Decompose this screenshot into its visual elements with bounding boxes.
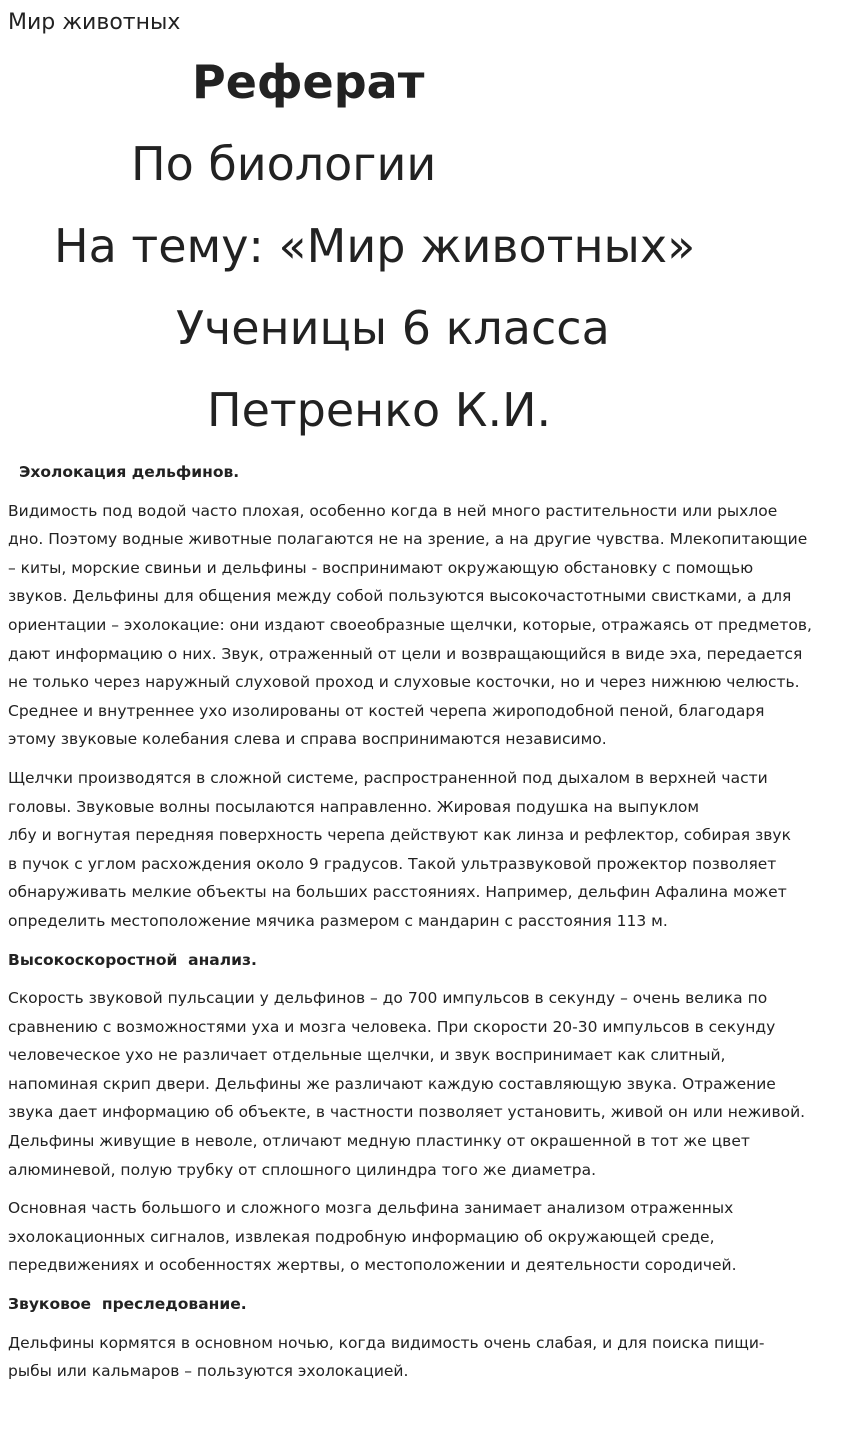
section-title: Высокоскоростной анализ.: [8, 950, 257, 969]
section-echolocation: [8, 458, 842, 936]
section-sound-pursuit: [8, 1290, 842, 1386]
cover-topic: На тему: «Мир животных»: [54, 219, 696, 273]
paragraph: Видимость под водой часто плохая, особенно когда в ней много растительности или рыхлое дно. Поэтому водные животные полагаются не на зрение, а на другие чувства. Млекопитающие – киты, морские свиньи и дельфины - воспринимают окружающую обстановку с помощью звуков. Дельфины для общения между собой пользуются высокочастотными свистками, а для ориентации – эхолокацие: они издают своеобразные щелчки, которые, отражаясь от предметов, дают информацию о них. Звук, отраженный от цели и возвращающийся в виде эха, передается не только через наружный слуховой проход и слуховые косточки, но и через нижнюю челюсть. Среднее и внутреннее ухо изолированы от костей черепа жироподобной пеной, благодаря этому звуковые колебания слева и справа воспринимаются независимо.: [8, 501, 812, 749]
cover-grade: Ученицы 6 класса: [176, 301, 610, 355]
paragraph: Основная часть большого и сложного мозга дельфина занимает анализом отраженных эхолокационных сигналов, извлекая подробную информацию об окружающей среде, передвижениях и особенностях жертвы, о местоположении и деятельности сородичей.: [8, 1199, 737, 1275]
article-body: [8, 458, 842, 1396]
site-title: Мир животных: [8, 10, 181, 35]
section-title: Эхолокация дельфинов.: [19, 463, 240, 481]
section-high-speed-analysis: [8, 946, 842, 1281]
paragraph: Дельфины кормятся в основном ночью, когда видимость очень слабая, и для поиска пищи- рыбы или кальмаров – пользуются эхолокацией.: [8, 1333, 765, 1381]
cover-subject: По биологии: [131, 137, 437, 191]
paragraph: Щелчки производятся в сложной системе, распространенной под дыхалом в верхней части головы. Звуковые волны посылаются направленно. Жировая подушка на выпуклом лбу и вогнутая передняя поверхность черепа действуют как линза и рефлектор, собирая звук в пучок с углом расхождения около 9 градусов. Такой ультразвуковой прожектор позволяет обнаруживать мелкие объекты на больших расстояниях. Например, дельфин Афалина может определить местоположение мячика размером с мандарин с расстояния 113 м.: [8, 768, 791, 930]
cover-author: Петренко К.И.: [207, 383, 552, 437]
section-title: Звуковое преследование.: [8, 1295, 247, 1314]
cover-heading: Реферат: [192, 55, 425, 109]
paragraph: Скорость звуковой пульсации у дельфинов – до 700 импульсов в секунду – очень велика по сравнению с возможностями уха и мозга человека. При скорости 20-30 импульсов в секунду человеческое ухо не различает отдельные щелчки, и звук воспринимает как слитный, напоминая скрип двери. Дельфины же различают каждую составляющую звука. Отражение звука дает информацию об объекте, в частности позволяет установить, живой он или неживой. Дельфины живущие в неволе, отличают медную пластинку от окрашенной в тот же цвет алюминевой, полую трубку от сплошного цилиндра того же диаметра.: [8, 989, 806, 1179]
